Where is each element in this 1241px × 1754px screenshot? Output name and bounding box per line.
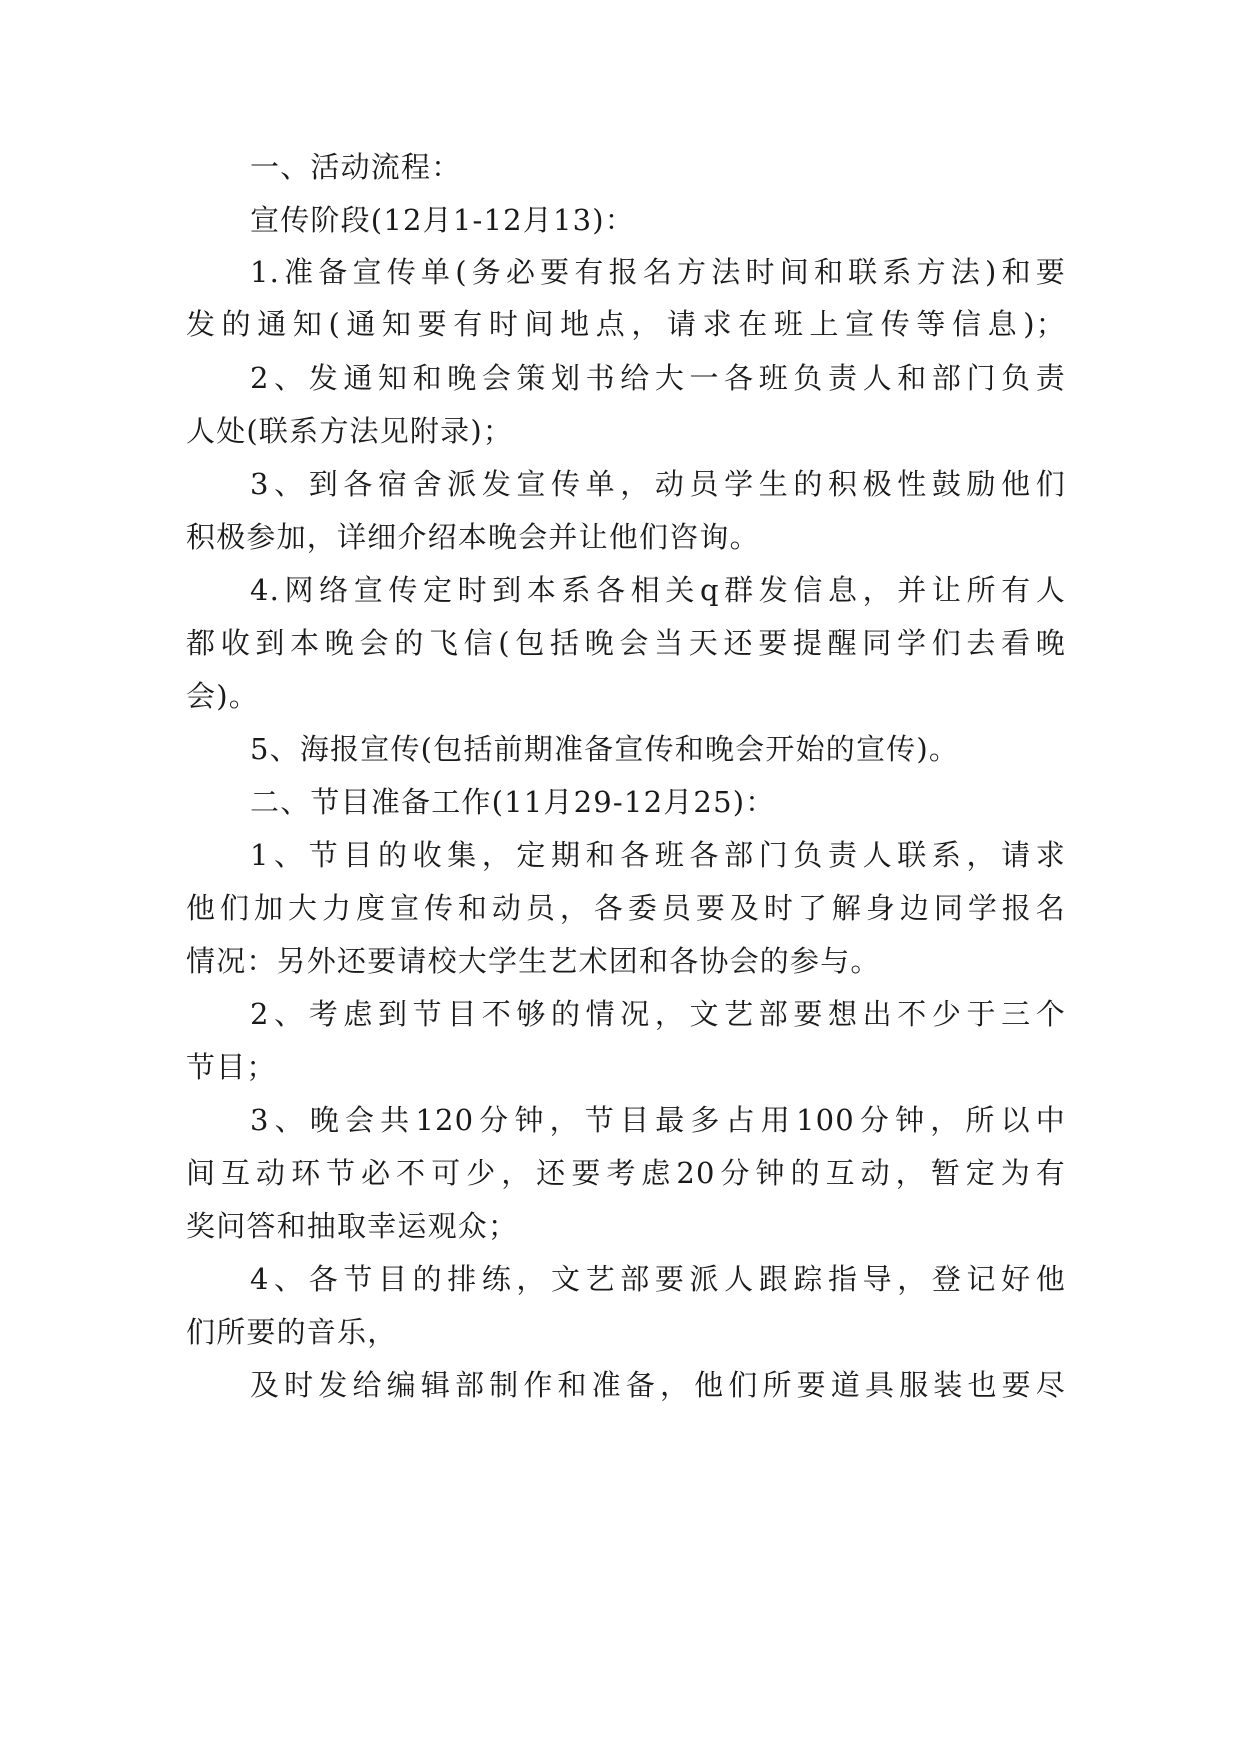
- paragraph-line: 1.准备宣传单(务必要有报名方法时间和联系方法)和要: [250, 255, 1066, 289]
- paragraph-line: 节目；: [186, 1050, 277, 1084]
- subheading-publicity-stage: 宣传阶段(12月1-12月13)：: [250, 203, 635, 237]
- paragraph-line: 发的通知(通知要有时间地点，请求在班上宣传等信息)；: [186, 307, 1066, 341]
- section-heading-activity-process: 一、活动流程：: [250, 150, 462, 184]
- paragraph-line: 2、发通知和晚会策划书给大一各班负责人和部门负责: [250, 361, 1066, 395]
- paragraph-line: 3、到各宿舍派发宣传单，动员学生的积极性鼓励他们: [250, 467, 1066, 501]
- paragraph-line: 3、晚会共120分钟，节目最多占用100分钟，所以中: [250, 1103, 1066, 1137]
- paragraph-line: 及时发给编辑部制作和准备，他们所要道具服装也要尽: [250, 1368, 1066, 1402]
- paragraph-line: 人处(联系方法见附录)；: [186, 414, 514, 448]
- paragraph-line: 情况：另外还要请校大学生艺术团和各协会的参与。: [186, 944, 881, 978]
- paragraph-line: 5、海报宣传(包括前期准备宣传和晚会开始的宣传)。: [250, 732, 960, 766]
- paragraph-line: 4、各节目的排练，文艺部要派人跟踪指导，登记好他: [250, 1262, 1066, 1296]
- paragraph-line: 2、考虑到节目不够的情况，文艺部要想出不少于三个: [250, 997, 1066, 1031]
- paragraph-line: 奖问答和抽取幸运观众；: [186, 1209, 519, 1243]
- paragraph-line: 积极参加，详细介绍本晚会并让他们咨询。: [186, 520, 760, 554]
- paragraph-line: 1、节目的收集，定期和各班各部门负责人联系，请求: [250, 838, 1066, 872]
- section-heading-program-preparation: 二、节目准备工作(11月29-12月25)：: [250, 785, 776, 819]
- paragraph-line: 他们加大力度宣传和动员，各委员要及时了解身边同学报名: [186, 891, 1066, 925]
- paragraph-line: 会)。: [186, 679, 259, 713]
- paragraph-line: 间互动环节必不可少，还要考虑20分钟的互动，暂定为有: [186, 1156, 1066, 1190]
- paragraph-line: 都收到本晚会的飞信(包括晚会当天还要提醒同学们去看晚: [186, 626, 1066, 660]
- paragraph-line: 4.网络宣传定时到本系各相关q群发信息，并让所有人: [250, 573, 1066, 607]
- paragraph-line: 们所要的音乐，: [186, 1315, 398, 1349]
